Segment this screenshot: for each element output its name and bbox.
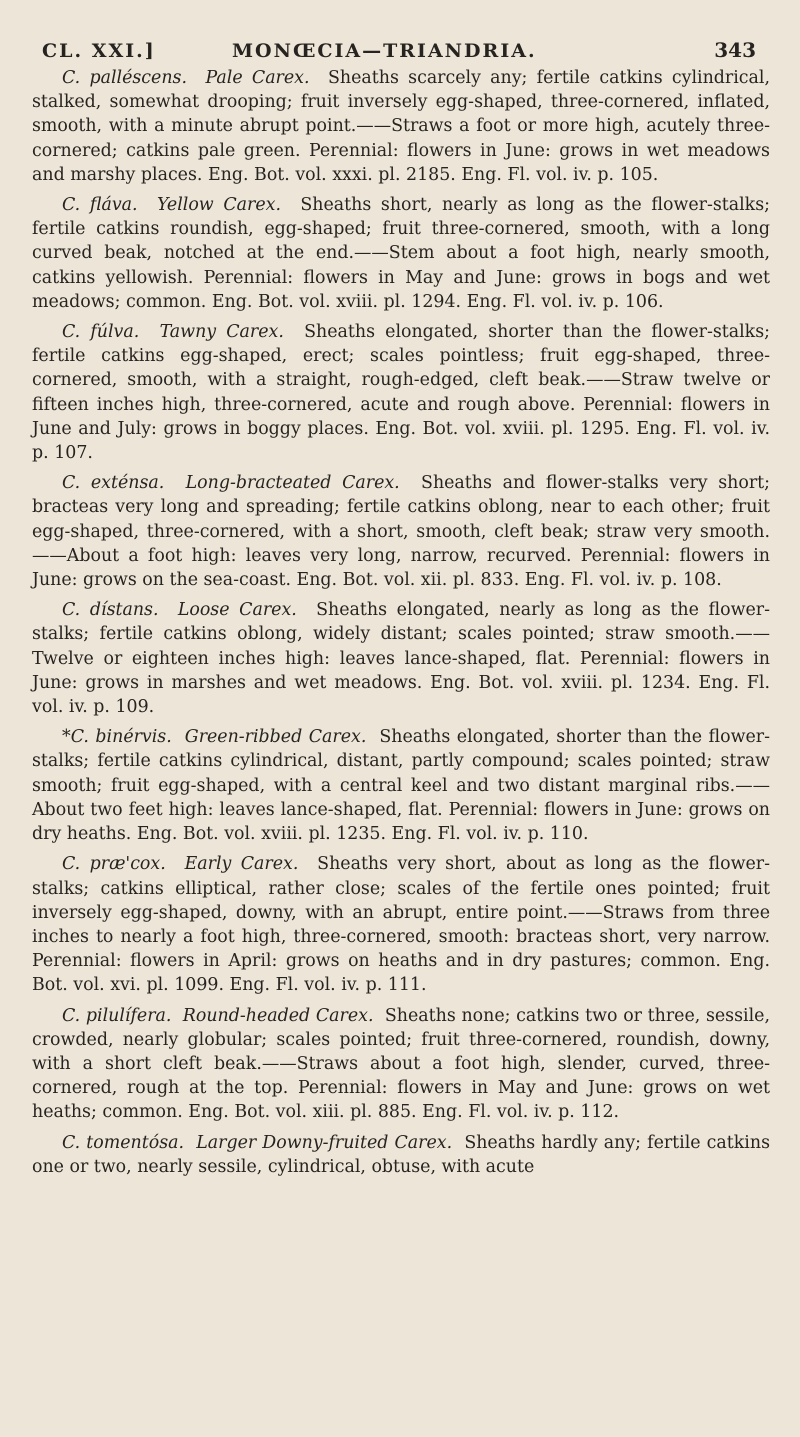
species-list [32, 66, 770, 1179]
common-name: Larger Downy-fruited Carex. [196, 1132, 453, 1153]
species-name: C. præ'cox. [62, 854, 166, 875]
section-title: MONŒCIA—TRIANDRIA. [232, 40, 537, 62]
species-description: Sheaths elongated, shorter than the flower-stalks; fertile catkins egg-shaped, erect; scales pointless; fruit egg-shaped, three-cornered, smooth, with a straight, rough-edged, cleft beak.——Straw twelve or fifteen inches high, three-cornered, acute and rough above. Perennial: flowers in June and July: grows in boggy places. Eng. Bot. vol. xviii. pl. 1295. Eng. Fl. vol. iv. p. 107. [32, 322, 770, 464]
species-entry [32, 725, 770, 846]
species-name: C. tomentósa. [62, 1132, 185, 1153]
species-name: C. dístans. [62, 600, 159, 621]
species-name: C. pilulífera. [62, 1005, 172, 1026]
species-entry [32, 66, 770, 187]
species-description: Sheaths scarcely any; fertile catkins cylindrical, stalked, somewhat drooping; fruit inversely egg-shaped, three-cornered, inflated, smooth, with a minute abrupt point.——Straws a foot or more high, acutely three-cornered; catkins pale green. Perennial: flowers in June: grows in wet meadows and marshy places. Eng. Bot. vol. xxxi. pl. 2185. Eng. Fl. vol. iv. p. 105. [32, 68, 771, 185]
species-description: Sheaths none; catkins two or three, sessile, crowded, nearly globular; scales pointed; fruit three-cornered, roundish, downy, with a short cleft beak.——Straws about a foot high, slender, curved, three-cornered, rough at the top. Perennial: flowers in May and June: grows on wet heaths; common. Eng. Bot. vol. xiii. pl. 885. Eng. Fl. vol. iv. p. 112. [32, 1005, 770, 1123]
common-name: Pale Carex. [205, 68, 310, 88]
species-entry [32, 852, 770, 997]
common-name: Long-bracteated Carex. [185, 473, 400, 494]
chapter-label: CL. XXI.] [42, 40, 156, 62]
species-description: Sheaths short, nearly as long as the flower-stalks; fertile catkins roundish, egg-shaped; fruit three-cornered, smooth, with a long curved beak, notched at the end.——Stem about a foot high, nearly smooth, catkins yellowish. Perennial: flowers in May and June: grows in bogs and wet meadows; common. Eng. Bot. vol. xviii. pl. 1294. Eng. Fl. vol. iv. p. 106. [32, 195, 771, 312]
species-description: Sheaths and flower-stalks very short; bracteas very long and spreading; fertile catkins oblong, near to each other; fruit egg-shaped, three-cornered, with a short, smooth, cleft beak; straw very smooth.——About a foot high: leaves very long, narrow, recurved. Perennial: flowers in June: grows on the sea-coast. Eng. Bot. vol. xii. pl. 833. Eng. Fl. vol. iv. p. 108. [32, 473, 770, 591]
species-name: C. exténsa. [62, 473, 165, 494]
species-entry [32, 320, 770, 465]
species-description: Sheaths elongated, nearly as long as the flower-stalks; fertile catkins oblong, widely distant; scales pointed; straw smooth.——Twelve or eighteen inches high: leaves lance-shaped, flat. Perennial: flowers in June: grows in marshes and wet meadows. Eng. Bot. vol. xviii. pl. 1234. Eng. Fl. vol. iv. p. 109. [32, 600, 770, 718]
species-name: C. palléscens. [62, 68, 187, 88]
species-description: Sheaths hardly any; fertile catkins one or two, nearly sessile, cylindrical, obtuse, with acute [32, 1132, 770, 1177]
common-name: Loose Carex. [177, 600, 297, 621]
page-number: 343 [714, 38, 756, 62]
species-entry [32, 193, 770, 314]
species-name: C. fúlva. [62, 322, 140, 343]
species-entry [32, 471, 770, 592]
species-name: *C. binérvis. [62, 727, 172, 748]
species-entry [32, 1004, 770, 1125]
species-entry [32, 1131, 770, 1179]
common-name: Round-headed Carex. [182, 1005, 374, 1026]
species-description: Sheaths elongated, shorter than the flower-stalks; fertile catkins cylindrical, distant, partly compound; scales pointed; straw smooth; fruit egg-shaped, with a central keel and two distant marginal ribs.——About two feet high: leaves lance-shaped, flat. Perennial: flowers in June: grows on dry heaths. Eng. Bot. vol. xviii. pl. 1235. Eng. Fl. vol. iv. p. 110. [32, 727, 770, 845]
common-name: Tawny Carex. [159, 322, 284, 343]
species-description: Sheaths very short, about as long as the flower-stalks; catkins elliptical, rather close; scales of the fertile ones pointed; fruit inversely egg-shaped, downy, with an abrupt, entire point.——Straws from three inches to nearly a foot high, three-cornered, smooth: bracteas short, very narrow. Perennial: flowers in April: grows on heaths and in dry pastures; common. Eng. Bot. vol. xvi. pl. 1099. Eng. Fl. vol. iv. p. 111. [32, 854, 770, 996]
common-name: Green-ribbed Carex. [184, 727, 367, 748]
common-name: Early Carex. [184, 854, 299, 875]
running-header [32, 22, 770, 66]
common-name: Yellow Carex. [156, 195, 281, 216]
species-name: C. fláva. [62, 195, 138, 216]
species-entry [32, 598, 770, 719]
